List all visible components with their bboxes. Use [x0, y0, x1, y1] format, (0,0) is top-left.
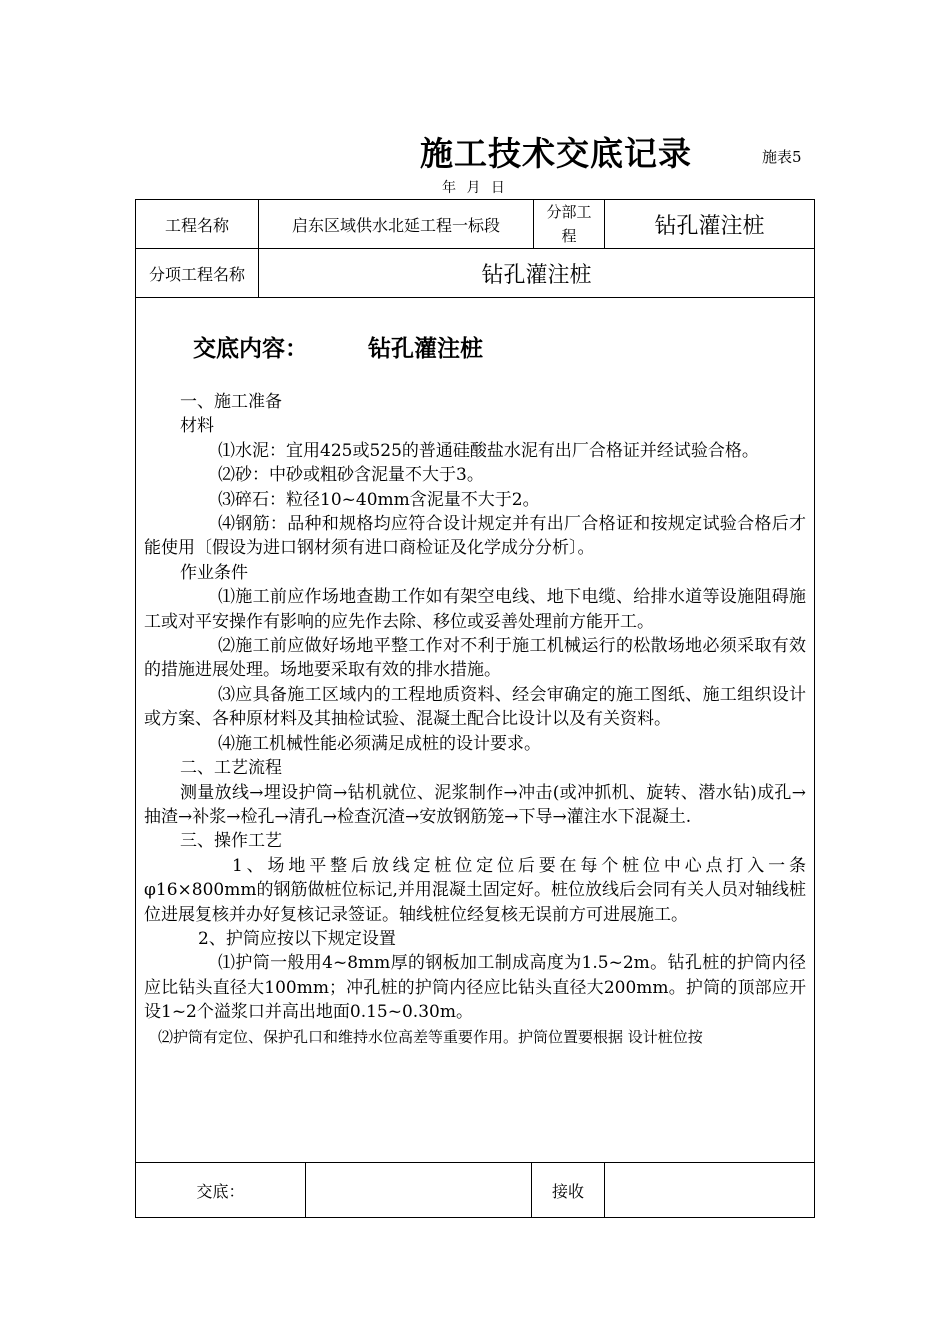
- content-paragraph: 作业条件: [180, 562, 248, 583]
- division-value: 钻孔灌注桩: [654, 213, 765, 239]
- sub-item-label: 分项工程名称: [148, 264, 245, 284]
- content-paragraph: 1、场地平整后放线定桩位定位后要在每个桩位中心点打入一条φ16×800mm的钢筋做桩位标记,并用混凝土固定好。桩位放线后会同有关人员对轴线桩位进展复核并办好复核记录签证。轴线桩位经复核无误前方可进展施工。: [144, 855, 806, 925]
- content-paragraph: ⑵施工前应做好场地平整工作对不利于施工机械运行的松散场地必须采取有效的措施进展处理。场地要采取有效的排水措施。: [144, 636, 806, 681]
- content-paragraph: 三、操作工艺: [180, 831, 282, 852]
- content-paragraph: ⑵砂：中砂或粗砂含泥量不大于3。: [218, 465, 484, 486]
- content-paragraph: 材料: [180, 416, 214, 437]
- content-body: [144, 390, 806, 1049]
- content-paragraph: 二、工艺流程: [180, 758, 282, 779]
- content-paragraph: ⑷钢筋：品种和规格均应符合设计规定并有出厂合格证和按规定试验合格后才能使用〔假设为进口钢材须有进口商检证及化学成分分析〕。: [144, 514, 806, 559]
- division-label: 分部工程: [546, 203, 592, 245]
- content-last-line: ⑵护筒有定位、保护孔口和维持水位高差等重要作用。护筒位置要根据 设计桩位按: [158, 1027, 703, 1046]
- content-paragraph: ⑷施工机械性能必须满足成桩的设计要求。: [218, 733, 541, 754]
- content-paragraph: 2、护筒应按以下规定设置: [198, 928, 396, 949]
- project-name-label: 工程名称: [164, 215, 229, 235]
- receiver-label: 接收: [551, 1181, 584, 1201]
- handover-signature-field[interactable]: [306, 1163, 531, 1217]
- date-line: 年 月 日: [442, 180, 508, 196]
- content-paragraph: 一、施工准备: [180, 392, 282, 412]
- document-title: 施工技术交底记录: [420, 134, 692, 173]
- handover-label: 交底：: [196, 1181, 245, 1201]
- content-paragraph: ⑶应具备施工区域内的工程地质资料、经会审确定的施工图纸、施工组织设计或方案、各种原材料及其抽检试验、混凝土配合比设计以及有关资料。: [144, 684, 806, 730]
- receiver-signature-field[interactable]: [605, 1163, 814, 1217]
- content-paragraph: 测量放线→埋设护筒→钻机就位、泥浆制作→冲击(或冲抓机、旋转、潜水钻)成孔→抽渣→补浆→检孔→清孔→检查沉渣→安放钢筋笼→下导→灌注水下混凝土.: [144, 782, 806, 827]
- project-name-value: 启东区域供水北延工程一标段: [291, 215, 500, 235]
- content-paragraph: ⑶碎石：粒径10~40mm含泥量不大于2。: [218, 489, 540, 510]
- content-paragraph: ⑴护筒一般用4~8mm厚的钢板加工制成高度为1.5~2m。钻孔桩的护筒内径应比钻头直径大100mm；冲孔桩的护筒内径应比钻头直径大200mm。护筒的顶部应开设1~2个溢浆口并高出地面0.15~0.30m。: [144, 953, 806, 1023]
- content-paragraph: ⑴施工前应作场地查勘工作如有架空电线、地下电缆、给排水道等设施阻碍施工或对平安操作有影响的应先作去除、移位或妥善处理前方能开工。: [144, 587, 806, 632]
- sub-item-value: 钻孔灌注桩: [481, 262, 592, 288]
- content-subject: 钻孔灌注桩: [368, 336, 483, 362]
- content-title: 交底内容：: [193, 336, 308, 362]
- content-paragraph: ⑴水泥：宜用425或525的普通硅酸盐水泥有出厂合格证并经试验合格。: [218, 440, 759, 461]
- form-number: 施表5: [762, 148, 802, 166]
